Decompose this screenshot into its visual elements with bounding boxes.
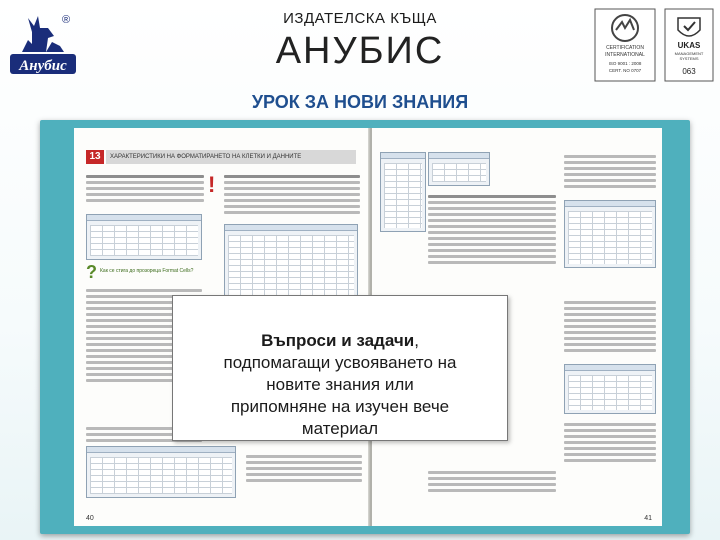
right-column-paragraph <box>564 152 656 191</box>
iso-certification-badge <box>594 8 656 82</box>
svg-text:CERT. NO 0707: CERT. NO 0707 <box>608 68 642 73</box>
svg-text:CERTIFICATION: CERTIFICATION <box>606 45 644 51</box>
right-page-number: 41 <box>644 515 652 522</box>
svg-text:ISO 9001 : 2008: ISO 9001 : 2008 <box>608 61 642 66</box>
svg-text:UKAS: UKAS <box>677 41 701 50</box>
callout-box <box>172 295 508 441</box>
ukas-badge <box>664 8 714 82</box>
svg-text:063: 063 <box>682 67 696 76</box>
side-question: Как се стига до прозореца Format Cells? <box>100 268 194 274</box>
callout-line-5: материал <box>301 419 379 438</box>
svg-text:MANAGEMENT: MANAGEMENT <box>674 51 704 56</box>
callout-line-1: Въпроси и задачи, <box>261 331 419 350</box>
right-column-paragraph-3 <box>564 420 656 465</box>
svg-text:INTERNATIONAL: INTERNATIONAL <box>605 52 645 58</box>
lesson-heading: ХАРАКТЕРИСТИКИ НА ФОРМАТИРАНЕТО НА КЛЕТКИ И ДАННИТЕ <box>106 150 356 164</box>
lesson-number-badge: 13 <box>86 150 104 164</box>
wrap-text-screenshot <box>564 200 656 268</box>
formatting-paragraph <box>428 192 556 267</box>
svg-text:SYSTEMS: SYSTEMS <box>679 56 699 61</box>
format-cells-screenshot <box>86 214 202 260</box>
intro-paragraph <box>86 172 204 205</box>
registered-mark: ® <box>62 14 71 26</box>
left-column-bottom-paragraph <box>428 468 556 495</box>
question-icon: ? <box>86 262 97 282</box>
publisher-label: ИЗДАТЕЛСКА КЪЩА <box>283 10 437 27</box>
small-dialog-screenshot <box>380 152 426 232</box>
column-width-screenshot <box>564 364 656 414</box>
callout-line-2: подпомагащи усвояването на <box>223 353 457 372</box>
callout-line-3: новите знания или <box>266 375 414 394</box>
left-page-number: 40 <box>86 515 94 522</box>
right-column-paragraph-2 <box>564 298 656 355</box>
note-paragraph <box>224 172 360 217</box>
svg-text:Анубис: Анубис <box>19 58 67 74</box>
excel-window-screenshot <box>224 224 358 304</box>
callout-line-4: припомняне на изучен вече <box>230 397 450 416</box>
brand-name: АНУБИС <box>275 30 445 72</box>
cells-example-screenshot <box>428 152 490 186</box>
lesson-type-title: УРОК ЗА НОВИ ЗНАНИЯ <box>251 92 469 112</box>
autofit-paragraph <box>246 452 362 485</box>
attention-icon: ! <box>208 172 216 197</box>
ribbon-screenshot <box>86 446 236 498</box>
